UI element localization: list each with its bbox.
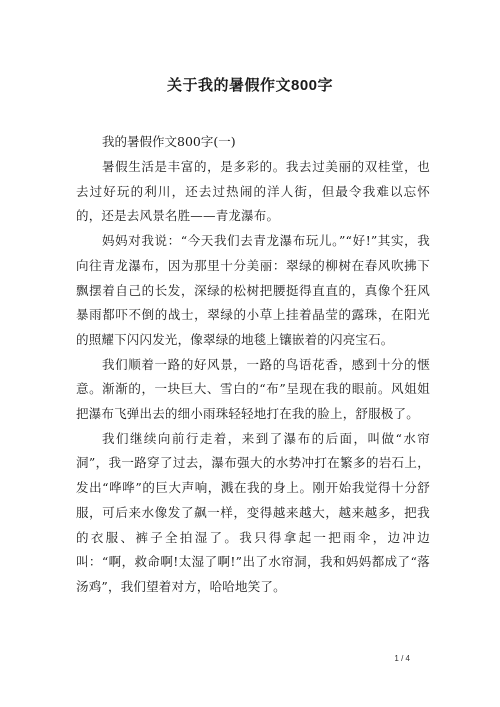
paragraph-1: 暑假生活是丰富的，是多彩的。我去过美丽的双桂堂，也去过好玩的利川，还去过热闹的洋人街，但最令我难以忘怀的，还是去风景名胜——青龙瀑布。 <box>76 159 430 224</box>
document-title: 关于我的暑假作文800字 <box>166 77 334 94</box>
document-body <box>76 130 430 600</box>
paragraph-3: 我们顺着一路的好风景，一路的鸟语花香，感到十分的惬意。渐渐的，一块巨大、雪白的“布”呈现在我的眼前。风姐姐把瀑布飞弹出去的细小雨珠轻轻地打在我的脸上，舒服极了。 <box>76 356 430 422</box>
paragraph-2: 妈妈对我说：“今天我们去青龙瀑布玩儿。”“好!”其实，我向往青龙瀑布，因为那里十分美丽：翠绿的柳树在春风吹拂下飘摆着自己的长发，深绿的松树把腰挺得直直的，真像个狂风暴雨都吓不倒的战士，翠绿的小草上挂着晶莹的露珠，在阳光的照耀下闪闪发光，像翠绿的地毯上镶嵌着的闪亮宝石。 <box>76 233 430 347</box>
paragraph-4: 我们继续向前行走着，来到了瀑布的后面，叫做“水帘洞”，我一路穿了过去，瀑布强大的水势冲打在繁多的岩石上，发出“哗哗”的巨大声响，溅在我的身上。刚开始我觉得十分舒服，可后来水像发了飙一样，变得越来越大，越来越多，把我的衣服、裤子全拍湿了。我只得拿起一把雨伞，边冲边叫：“啊，救命啊!太湿了啊!”出了水帘洞，我和妈妈都成了“落汤鸡”，我们望着对方，哈哈地笑了。 <box>76 430 430 594</box>
section-subheading: 我的暑假作文800字(一) <box>102 134 236 149</box>
page-number: 1 / 4 <box>394 654 410 663</box>
